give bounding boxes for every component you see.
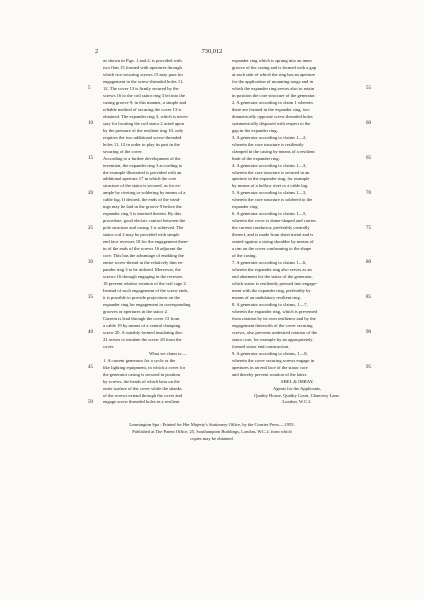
text-line: expander ring 3 is inserted therein. By this	[103, 211, 182, 217]
text-line: holes 11, 12 in order to play its part in the	[103, 141, 180, 147]
line-number: 65	[366, 155, 371, 161]
text-line: expander ring which is sprung into an inner	[232, 58, 312, 63]
text-line: additional aperture 17 in which the core	[103, 176, 177, 182]
line-number: 80	[366, 260, 371, 266]
text-line: Agents for the Applicants,	[272, 385, 322, 391]
line-number: 25	[88, 225, 93, 231]
text-line: 9. A generator according to claims, 1—8,	[232, 350, 308, 356]
text-line: clamped in the casing by means of a resilient	[232, 148, 315, 154]
text-line: the example illustrated is provided with an	[103, 169, 182, 175]
text-line: formed stator end construction.	[232, 343, 290, 349]
text-line: wherein the core structure is secured in an	[232, 169, 310, 175]
line-number: 45	[88, 365, 93, 371]
text-line: structure of the stator is secured, as for ex-	[103, 183, 182, 189]
text-line: grooves or apertures in the stator 2.	[103, 308, 168, 314]
text-line: screws 16 through engaging in the recesses	[103, 274, 183, 280]
text-line: two flats 15 formed with apertures through	[103, 64, 182, 70]
text-line: wherein the expander ring, which is prevented	[232, 308, 318, 314]
text-line: outer surface of the cover while the shanks	[103, 385, 182, 391]
text-line: screws 16 to the coil stator ring 3 let into the	[103, 92, 185, 98]
text-line: symmetrically disposed with respect to the	[232, 120, 311, 126]
text-line: engagement in the screw-threaded holes 11,	[103, 78, 184, 84]
text-line: by the pressure of the resilient ring 10, only	[103, 127, 184, 133]
text-line: screws, also prevents undesired rotation of the	[232, 329, 318, 335]
text-line: cover.	[103, 343, 115, 349]
text-line: which two securing screws 15 may pass for	[103, 71, 183, 77]
text-line: Quality House, Quality Court, Chancery Lane,	[254, 392, 340, 398]
text-line: casing groove 9; in this manner, a simple and	[103, 99, 187, 105]
text-line: at each side of which the ring has an aperture	[232, 71, 316, 77]
text-line: engagement therewith of the cover securing	[232, 322, 313, 328]
line-number: 95	[366, 365, 371, 371]
line-number: 15	[88, 155, 93, 161]
text-line: like lighting equipment, in which a cover for	[103, 364, 186, 370]
text-line: seated against a sizing shoulder by means of	[232, 239, 314, 245]
text-line: by means of a hollow rivet or a cable lug.	[232, 183, 309, 189]
text-line: in position the core structure of the generator.	[232, 92, 316, 98]
text-line: ample by riveting or soldering by means of a	[103, 190, 186, 196]
text-line: expander ring for engagement in corresponding	[103, 301, 191, 307]
text-line: of the screws extend through the cover and	[103, 392, 182, 398]
text-line: limb of the expander ring.	[232, 155, 280, 161]
text-line: the current conductor, preferably centrally	[232, 225, 310, 231]
text-line: procedure, good electric contact between the	[103, 218, 186, 224]
text-line: diametrically opposite screw threaded holes	[232, 113, 313, 119]
line-number: 75	[366, 225, 371, 231]
text-line: According to a further development of the	[103, 155, 181, 161]
text-line: London, W.C.2.	[282, 399, 312, 405]
line-number: 60	[366, 120, 371, 126]
text-line: cable lug. If desired, the ends of the wind-	[103, 197, 181, 203]
text-line: obtained. The expander ring 3, which is neces-	[103, 113, 189, 119]
text-line: aperture in the expander ring, for example	[232, 176, 310, 182]
text-line: 1. A current generator for a cycle or the	[103, 357, 176, 363]
line-number: 40	[88, 330, 93, 336]
text-line: reliable method of securing the cover 13 is	[103, 106, 182, 112]
line-number: 55	[366, 85, 371, 91]
text-line: invention, the expander ring 3 according to	[103, 162, 183, 168]
line-number: 90	[366, 330, 371, 336]
text-line: 12. The cover 13 is firmly secured by the	[103, 85, 179, 91]
text-line: wherein the cover is dome-shaped and carries	[232, 218, 316, 224]
line-number: 50	[88, 400, 93, 406]
text-line: 5. A generator according to claims 1—3,	[232, 190, 307, 196]
text-line: entire screw-thread in the relatively thin ex-	[103, 260, 184, 266]
line-number: 85	[366, 295, 371, 301]
copies-notice: copies may be obtained.	[190, 436, 234, 441]
text-line: ABEL & IMRAY,	[280, 378, 314, 384]
text-line: stator coil 2 may be provided with simple	[103, 232, 180, 238]
text-line: which the expander ring serves also to retain	[232, 85, 315, 91]
line-number: 10	[88, 120, 93, 126]
text-line: the generator casing is secured in position	[103, 371, 181, 377]
text-line: from rotation by its own resilience and by the	[232, 315, 316, 321]
text-line: thereof, and is made from sheet metal and is	[232, 232, 314, 238]
text-line: ment with the expander ring, preferably by	[232, 287, 311, 293]
text-line: 2. A generator according to claim 1 wherein	[232, 99, 313, 105]
text-line: it is possible to provide projections on the	[103, 294, 180, 300]
text-line: Instead of such engagement of the screw ends,	[103, 287, 189, 293]
line-number: 20	[88, 190, 93, 196]
text-line: end abutment for the stator of the generator,	[232, 274, 313, 280]
text-line: 3. A generator according to claims 1—2,	[232, 134, 307, 140]
text-line: wherein the core structure is soldered to the	[232, 197, 313, 203]
text-line: a cable 19 by means of a central clamping	[103, 322, 181, 328]
text-line: screw 20. A suitably formed insulating disc	[103, 329, 183, 335]
text-line: What we claim is:—	[149, 350, 187, 356]
publisher-notice: Published at The Patent Office, 25, Southampton Buildings, London, W.C.2, from which	[132, 429, 292, 434]
text-line: 21 serves to insulate the screw 20 from the	[103, 336, 182, 342]
text-line: and thereby prevent rotation of the latter.	[232, 371, 308, 377]
text-line: there are formed in the expander ring, two	[232, 106, 310, 112]
text-line: 6. A generator according to claims 1—5,	[232, 211, 307, 217]
text-line: wherein the expander ring also serves as an	[232, 267, 312, 273]
right-text-column	[232, 58, 362, 406]
line-number: 35	[88, 295, 93, 301]
text-line: pander ring 3 to be utilized. Moreover, the	[103, 267, 181, 273]
text-line: for the application of mounting tongs and in	[232, 78, 314, 84]
text-line: expander ring.	[232, 204, 259, 210]
text-line: 7. A generator according to claims 1—6,	[232, 260, 307, 266]
text-line: which stator is resiliently pressed into engage-	[232, 281, 318, 286]
text-line: core. This has the advantage of enabling the	[103, 253, 184, 259]
text-line: requires the two additional screw-threaded	[103, 134, 182, 140]
text-line: sary for locating the coil stator 2 acted upon	[103, 120, 184, 126]
left-text-column	[103, 58, 233, 406]
text-line: 8. A generator according to claims, 1—7,	[232, 301, 308, 307]
text-line: pole structure and casing 1 is achieved. The	[103, 225, 184, 231]
text-line: by screws, the heads of which bear on the	[103, 378, 180, 384]
text-line: a rim on the cover conforming to the shape	[232, 246, 312, 252]
text-line: gap in the expander ring.	[232, 127, 278, 133]
text-line: 4. A generator according to claims 1—3,	[232, 162, 307, 168]
text-line: Current is lead through the cover 13 from	[103, 315, 180, 321]
page-number: 2	[95, 48, 99, 55]
text-line: in of the ends of the screws 16 adjacent the	[103, 246, 183, 252]
printer-notice: Leamington Spa : Printed for Her Majesty's Stationery Office, by the Courier Press.—1955.	[129, 422, 295, 427]
text-line: stator core, for example by an appropriately	[232, 336, 313, 342]
line-number: 5	[88, 85, 91, 91]
text-line: apertures in an end face of the stator core	[232, 364, 308, 370]
text-line: wherein the core structure is resiliently	[232, 141, 304, 147]
patent-number: 730,012	[201, 48, 223, 55]
text-line: means of an undulatory resilient ring.	[232, 294, 301, 300]
text-line: end face recesses 18 for the engagement there-	[103, 239, 189, 245]
line-number: 70	[366, 190, 371, 196]
text-line: of the casing.	[232, 253, 257, 259]
text-line: engage screw threaded holes in a resilient	[103, 399, 180, 405]
text-line: wherein the cover securing screws engage in	[232, 357, 315, 363]
text-line: ings may be laid in the groove 9 before the	[103, 204, 182, 210]
text-line: securing of the cover.	[103, 148, 143, 154]
text-line: as shown in Figs. 1 and 2, is provided with	[103, 58, 182, 63]
text-line: 18 prevent relative rotation of the coil cage 2.	[103, 281, 187, 286]
text-line: groove of the casing and is formed with a gap	[232, 64, 317, 70]
line-number: 30	[88, 260, 93, 266]
